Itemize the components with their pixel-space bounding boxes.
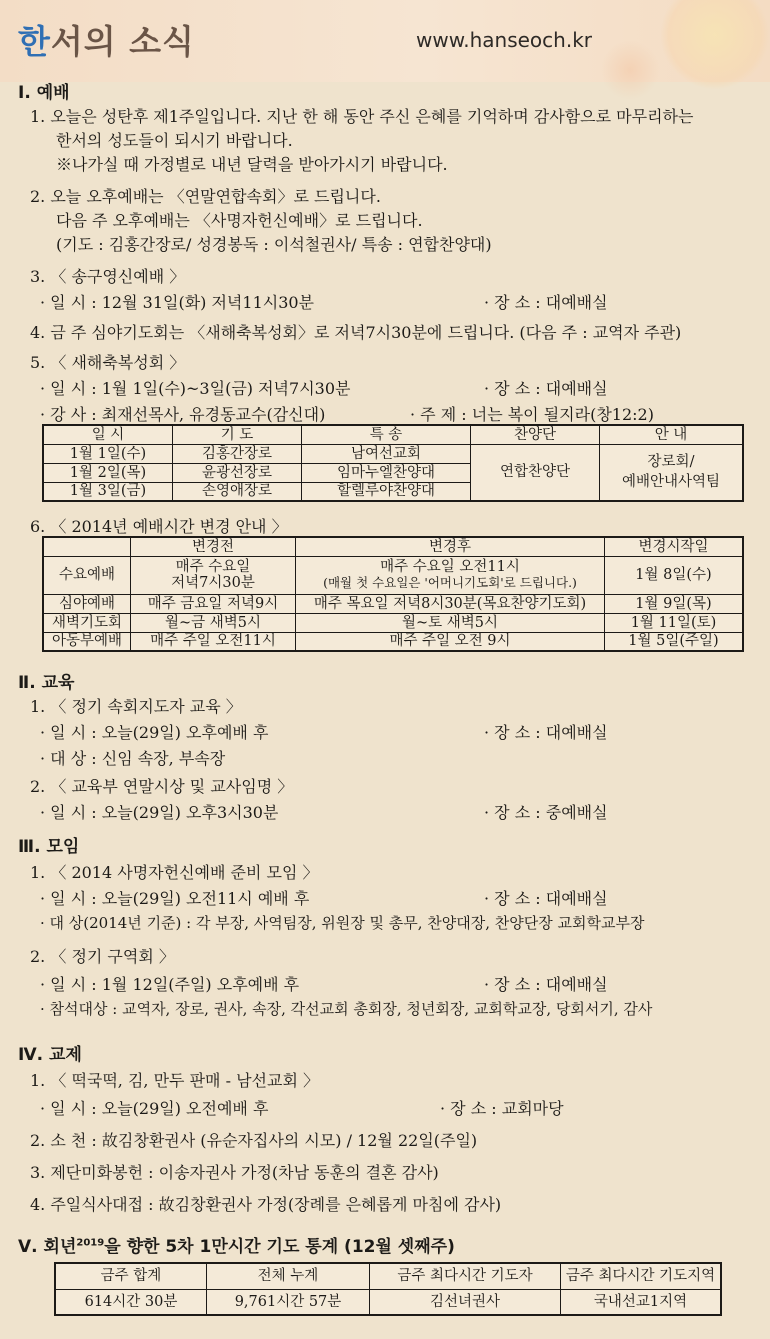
worship-item-3-date: · 일 시 : 12월 31일(화) 저녁11시30분: [40, 293, 315, 312]
table-cell: 월~토 새벽5시: [296, 613, 605, 632]
service-time-change-table: [42, 536, 744, 652]
table-cell: [296, 556, 605, 594]
fellowship-item-1-place: · 장 소 : 교회마당: [440, 1099, 564, 1118]
table-cell: 아동부예배: [43, 632, 131, 651]
table-cell: 매주 목요일 저녁8시30분(목요찬양기도회): [296, 594, 605, 613]
table-cell: 윤광선장로: [173, 463, 302, 482]
table-header: 변경전: [131, 537, 296, 556]
table-cell-praise-team: 연합찬양단: [471, 444, 600, 501]
worship-item-3-place: · 장 소 : 대예배실: [484, 293, 608, 312]
worship-item-3-title: 3. 〈 송구영신예배 〉: [30, 267, 186, 286]
education-item-2-place: · 장 소 : 중예배실: [484, 803, 608, 822]
revival-schedule-table: [42, 424, 744, 502]
table-cell: 매주 금요일 저녁9시: [131, 594, 296, 613]
fellowship-item-1-title: 1. 〈 떡국떡, 김, 만두 판매 - 남선교회 〉: [30, 1071, 320, 1090]
table-header: [43, 537, 131, 556]
fellowship-item-3: 3. 제단미화봉헌 : 이송자권사 가정(차남 동훈의 결혼 감사): [30, 1163, 439, 1182]
meeting-item-1-title: 1. 〈 2014 사명자헌신예배 준비 모임 〉: [30, 863, 319, 882]
website-url[interactable]: www.hanseoch.kr: [416, 28, 592, 52]
worship-item-5-speaker: · 강 사 : 최재선목사, 유경동교수(감신대): [40, 405, 326, 424]
table-cell: 매주 주일 오전 9시: [296, 632, 605, 651]
after-line1: 매주 수요일 오전11시: [380, 559, 520, 575]
table-header: 금주 합계: [55, 1263, 207, 1289]
worship-item-4: 4. 금 주 심야기도회는 〈새해축복성회〉로 저녁7시30분에 드립니다. (다음 주 : 교역자 주관): [30, 323, 682, 342]
table-cell: 새벽기도회: [43, 613, 131, 632]
worship-item-5-place: · 장 소 : 대예배실: [484, 379, 608, 398]
after-line2: (매월 첫 수요일은 '어머니기도회'로 드립니다.): [323, 575, 577, 590]
table-cell: 김선녀권사: [370, 1289, 561, 1315]
table-header: 찬양단: [471, 425, 600, 444]
worship-item-5-title: 5. 〈 새해축복성회 〉: [30, 353, 186, 372]
worship-item-2-line1: 2. 오늘 오후예배는 〈연말연합속회〉로 드립니다.: [30, 187, 381, 206]
table-header: 일 시: [43, 425, 173, 444]
worship-item-2-line2: 다음 주 오후예배는 〈사명자헌신예배〉로 드립니다.: [56, 211, 423, 230]
table-header: 변경후: [296, 537, 605, 556]
worship-item-1-line2: 한서의 성도들이 되시기 바랍니다.: [56, 131, 293, 150]
table-header: 금주 최다시간 기도자: [370, 1263, 561, 1289]
decorative-flower: [660, 0, 770, 90]
meeting-item-2-date: · 일 시 : 1월 12일(주일) 오후예배 후: [40, 975, 300, 994]
table-cell-guide: [600, 444, 744, 501]
table-header: 전체 누계: [207, 1263, 370, 1289]
table-cell: 1월 5일(주일): [605, 632, 744, 651]
table-cell: 월~금 새벽5시: [131, 613, 296, 632]
table-cell: [131, 556, 296, 594]
table-cell: 1월 3일(금): [43, 482, 173, 501]
guide-line2: 예배안내사역팀: [621, 474, 721, 491]
meeting-item-1-target: · 대 상(2014년 기준) : 각 부장, 사역팀장, 위원장 및 총무, 찬양대장, 찬양단장 교회학교부장: [40, 914, 645, 932]
worship-item-6-title: 6. 〈 2014년 예배시간 변경 안내 〉: [30, 517, 288, 536]
worship-item-5-date: · 일 시 : 1월 1일(수)~3일(금) 저녁7시30분: [40, 379, 351, 398]
table-header: 특 송: [302, 425, 471, 444]
worship-item-2-line3: (기도 : 김홍간장로/ 성경봉독 : 이석철권사/ 특송 : 연합찬양대): [56, 235, 492, 254]
section-heading-prayer-stats: Ⅴ. 회년$^{2019}$을 향한 5차 1만시간 기도 통계 (12월 셋째주): [18, 1237, 455, 1257]
guide-line1: 장로회/: [647, 454, 695, 471]
education-item-1-title: 1. 〈 정기 속회지도자 교육 〉: [30, 697, 242, 716]
table-cell: 임마누엘찬양대: [302, 463, 471, 482]
table-cell: 수요예배: [43, 556, 131, 594]
before-line2: 저녁7시30분: [171, 575, 255, 591]
fellowship-item-2: 2. 소 천 : 故김창환권사 (유순자집사의 시모) / 12월 22일(주일): [30, 1131, 478, 1150]
table-cell: 남여선교회: [302, 444, 471, 463]
table-cell: 심야예배: [43, 594, 131, 613]
fellowship-item-1-date: · 일 시 : 오늘(29일) 오전예배 후: [40, 1099, 269, 1118]
table-cell: 1월 2일(목): [43, 463, 173, 482]
before-line1: 매주 수요일: [175, 559, 251, 575]
table-cell: 1월 1일(수): [43, 444, 173, 463]
education-item-1-place: · 장 소 : 대예배실: [484, 723, 608, 742]
fellowship-item-4: 4. 주일식사대접 : 故김창환권사 가정(장례를 은혜롭게 마침에 감사): [30, 1195, 502, 1214]
table-header: 금주 최다시간 기도지역: [561, 1263, 722, 1289]
worship-item-1-note: ※나가실 때 가정별로 내년 달력을 받아가시기 바랍니다.: [56, 155, 448, 174]
education-item-2-title: 2. 〈 교육부 연말시상 및 교사임명 〉: [30, 777, 294, 796]
table-header: 변경시작일: [605, 537, 744, 556]
table-header: 안 내: [600, 425, 744, 444]
newsletter-title: 한서의 소식: [18, 22, 195, 61]
worship-item-1-line1: 1. 오늘은 성탄후 제1주일입니다. 지난 한 해 동안 주신 은혜를 기억하며 감사함으로 마무리하는: [30, 107, 694, 126]
table-cell: 1월 11일(토): [605, 613, 744, 632]
table-cell: 할렐루야찬양대: [302, 482, 471, 501]
meeting-item-2-title: 2. 〈 정기 구역회 〉: [30, 947, 175, 966]
section-heading-fellowship: Ⅳ. 교제: [18, 1045, 82, 1065]
meeting-item-1-place: · 장 소 : 대예배실: [484, 889, 608, 908]
table-cell: 9,761시간 57분: [207, 1289, 370, 1315]
table-cell: 매주 주일 오전11시: [131, 632, 296, 651]
meeting-item-1-date: · 일 시 : 오늘(29일) 오전11시 예배 후: [40, 889, 310, 908]
table-cell: 손영애장로: [173, 482, 302, 501]
meeting-item-2-place: · 장 소 : 대예배실: [484, 975, 608, 994]
prayer-stats-table: [54, 1262, 722, 1316]
section-heading-worship: Ⅰ. 예배: [18, 83, 70, 103]
table-cell: 1월 8일(수): [605, 556, 744, 594]
table-cell: 국내선교1지역: [561, 1289, 722, 1315]
header-banner: [0, 0, 770, 82]
table-cell: 1월 9일(목): [605, 594, 744, 613]
worship-item-5-theme: · 주 제 : 너는 복이 될지라(창12:2): [410, 405, 654, 424]
meeting-item-2-target: · 참석대상 : 교역자, 장로, 권사, 속장, 각선교회 총회장, 청년회장, 교회학교장, 당회서기, 감사: [40, 1000, 653, 1018]
section-heading-meetings: Ⅲ. 모임: [18, 837, 80, 857]
education-item-1-target: · 대 상 : 신임 속장, 부속장: [40, 749, 226, 768]
education-item-2-date: · 일 시 : 오늘(29일) 오후3시30분: [40, 803, 279, 822]
education-item-1-date: · 일 시 : 오늘(29일) 오후예배 후: [40, 723, 269, 742]
section-heading-education: Ⅱ. 교육: [18, 673, 75, 693]
table-cell: 김홍간장로: [173, 444, 302, 463]
table-cell: 614시간 30분: [55, 1289, 207, 1315]
table-header: 기 도: [173, 425, 302, 444]
decorative-flower: [600, 40, 660, 100]
